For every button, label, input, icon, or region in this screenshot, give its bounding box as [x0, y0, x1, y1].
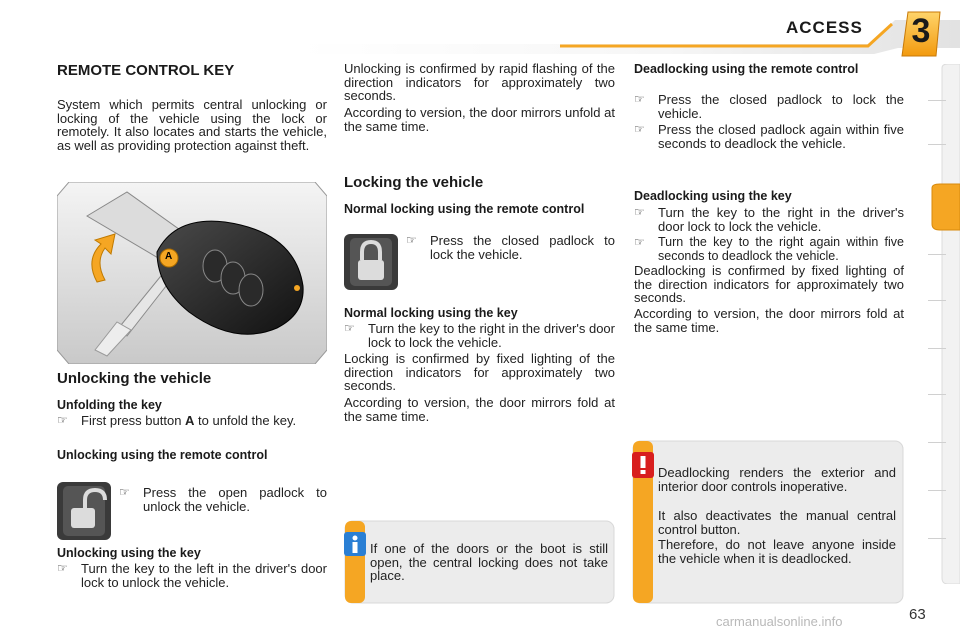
pointing-hand-icon: ☞ [634, 92, 645, 106]
unlock-confirm-paragraph: Unlocking is confirmed by rapid flashing of the direction indicators for approximately two seconds. [344, 61, 615, 103]
warning-note-box [632, 440, 904, 604]
info-note-box [344, 520, 615, 604]
info-icon [344, 532, 366, 556]
unfolding-text-bold: A [185, 413, 195, 428]
unfolding-bullet [57, 414, 327, 428]
page-number: 63 [909, 606, 926, 623]
normal-remote-title: Normal locking using the remote control [344, 202, 585, 216]
unfolding-text-pre: First press button [81, 413, 186, 428]
closed-padlock-button-image [344, 234, 398, 290]
normal-remote-text: Press the closed padlock to lock the vehicle. [430, 233, 615, 262]
deadlock-remote-text-1: Press the closed padlock to lock the vehicle. [658, 92, 904, 121]
normal-key-title: Normal locking using the key [344, 306, 518, 320]
pointing-hand-icon: ☞ [634, 122, 645, 136]
pointing-hand-icon: ☞ [406, 233, 417, 247]
open-padlock-button-image [57, 482, 111, 540]
unlock-key-title: Unlocking using the key [57, 546, 201, 560]
deadlock-remote-text-2: Press the closed padlock again within five seconds to deadlock the vehicle. [658, 122, 904, 151]
unlock-remote-title: Unlocking using the remote control [57, 448, 268, 462]
chapter-number: 3 [911, 12, 931, 50]
deadlock-confirm-paragraph: Deadlocking is confirmed by fixed lighting of the direction indicators for approximately two seconds. [634, 263, 904, 305]
deadlock-key-bullet-1 [634, 206, 904, 233]
locking-title: Locking the vehicle [344, 174, 484, 191]
warning-icon [632, 452, 654, 478]
intro-paragraph: System which permits central unlocking or locking of the vehicle using the lock or remotely. It also locates and starts the vehicle, as well as providing protection against theft. [57, 97, 327, 153]
normal-remote-bullet [406, 234, 615, 261]
warning-text-2: It also deactivates the manual central control button. [658, 508, 896, 537]
mirrors-unfold-paragraph: According to version, the door mirrors unfold at the same time. [344, 105, 615, 134]
info-text: If one of the doors or the boot is still open, the central locking does not take place. [370, 541, 608, 583]
lock-confirm-paragraph: Locking is confirmed by fixed lighting of the direction indicators for approximately two seconds. [344, 351, 615, 393]
unlock-remote-bullet [119, 486, 327, 513]
deadlock-remote-bullet-1 [634, 93, 904, 120]
deadlock-key-text-1: Turn the key to the right in the driver's door lock to lock the vehicle. [658, 205, 904, 234]
warning-text-1: Deadlocking renders the exterior and interior door controls inoperative. [658, 465, 896, 494]
deadlock-key-title: Deadlocking using the key [634, 189, 792, 203]
pointing-hand-icon: ☞ [57, 413, 68, 427]
pointing-hand-icon: ☞ [119, 485, 130, 499]
pointing-hand-icon: ☞ [634, 235, 645, 249]
side-tabs-graphic [928, 64, 960, 584]
normal-key-bullet [344, 322, 615, 349]
deadlock-remote-title: Deadlocking using the remote control [634, 62, 859, 76]
warning-text-3: Therefore, do not leave anyone inside the vehicle when it is deadlocked. [658, 537, 896, 566]
watermark: carmanualsonline.info [716, 614, 843, 629]
deadlock-mirrors-paragraph: According to version, the door mirrors fold at the same time. [634, 306, 904, 335]
deadlock-remote-bullet-2 [634, 123, 904, 150]
normal-key-text: Turn the key to the right in the driver's door lock to lock the vehicle. [368, 321, 615, 350]
unfolding-text-post: to unfold the key. [194, 413, 297, 428]
remote-key-illustration [57, 182, 327, 364]
side-chapter-tabs [928, 64, 960, 584]
pointing-hand-icon: ☞ [634, 205, 645, 219]
unlock-key-text: Turn the key to the left in the driver's door lock to unlock the vehicle. [81, 561, 327, 590]
pointing-hand-icon: ☞ [344, 321, 355, 335]
pointing-hand-icon: ☞ [57, 561, 68, 575]
mirrors-fold-paragraph: According to version, the door mirrors fold at the same time. [344, 395, 615, 424]
section-title: REMOTE CONTROL KEY [57, 62, 235, 79]
deadlock-key-bullet-2 [634, 236, 904, 263]
deadlock-key-text-2: Turn the key to the right again within five seconds to deadlock the vehicle. [658, 235, 904, 263]
unlocking-title: Unlocking the vehicle [57, 370, 212, 387]
unfolding-title: Unfolding the key [57, 398, 162, 412]
chapter-title: ACCESS [786, 18, 863, 37]
unlock-key-bullet [57, 562, 327, 589]
button-a-label: A [165, 251, 173, 262]
unlock-remote-text: Press the open padlock to unlock the vehicle. [143, 485, 327, 514]
